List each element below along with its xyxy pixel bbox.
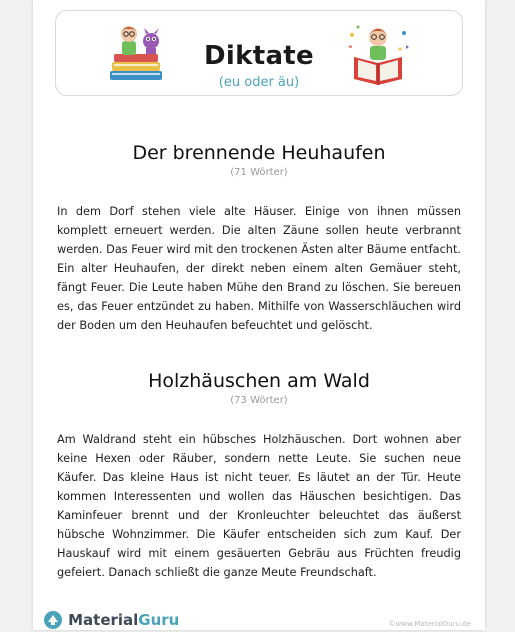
page-title: Diktate (204, 41, 314, 71)
header-box (55, 10, 463, 96)
word-count-1: (71 Wörter) (230, 167, 288, 178)
section-title-2: Holzhäuschen am Wald (148, 370, 370, 392)
copyright-text: ©www.MaterialGuru.de (388, 620, 471, 628)
materialguru-logo[interactable] (43, 610, 179, 632)
kid-reading-book-icon (344, 23, 414, 87)
dictation-text-2: Am Waldrand steht ein hübsches Holzhäuschen. Dort wohnen aber keine Hexen oder Räuber, sondern nette Leute. Sie suchen neue Käufer. Das kleine Haus ist nicht teuer. Es läutet an der Tür. Heute kommen Interessenten und wollen das Häuschen besichtigen. Das Kaminfeuer brennt und der Kronleuchter beleuchtet das äußerst hübsche Wohnzimmer. Die Käufer entscheiden sich zum Kauf. Der Hauskauf wird mit einem gesäuerten Gebräu aus Früchten freudig gefeiert. Danach schließt die ganze Meute Freundschaft. (57, 433, 461, 579)
word-count-2: (73 Wörter) (230, 395, 288, 406)
logo-text-guru: Guru (138, 611, 180, 629)
page-subtitle: (eu oder äu) (218, 75, 300, 90)
worksheet-page (33, 0, 485, 630)
section-title-1: Der brennende Heuhaufen (132, 142, 386, 164)
logo-text-material: Material (68, 611, 139, 629)
materialguru-logo-icon (43, 610, 63, 630)
dictation-text-1: In dem Dorf stehen viele alte Häuser. Einige von ihnen müssen komplett erneuert werden. Die alten Zäune sollen heute verbrannt werden. Das Feuer wird mit den trockenen Ästen alter Bäume entfacht. Ein alter Heuhaufen, der direkt neben einem alten Gemäuer steht, fängt Feuer. Die Leute haben Mühe den Brand zu löschen. Sie bereuen es, das Feuer entzündet zu haben. Mithilfe von Wasserschläuchen wird der Boden um den Heuhaufen befeuchtet und gelöscht. (57, 205, 461, 332)
